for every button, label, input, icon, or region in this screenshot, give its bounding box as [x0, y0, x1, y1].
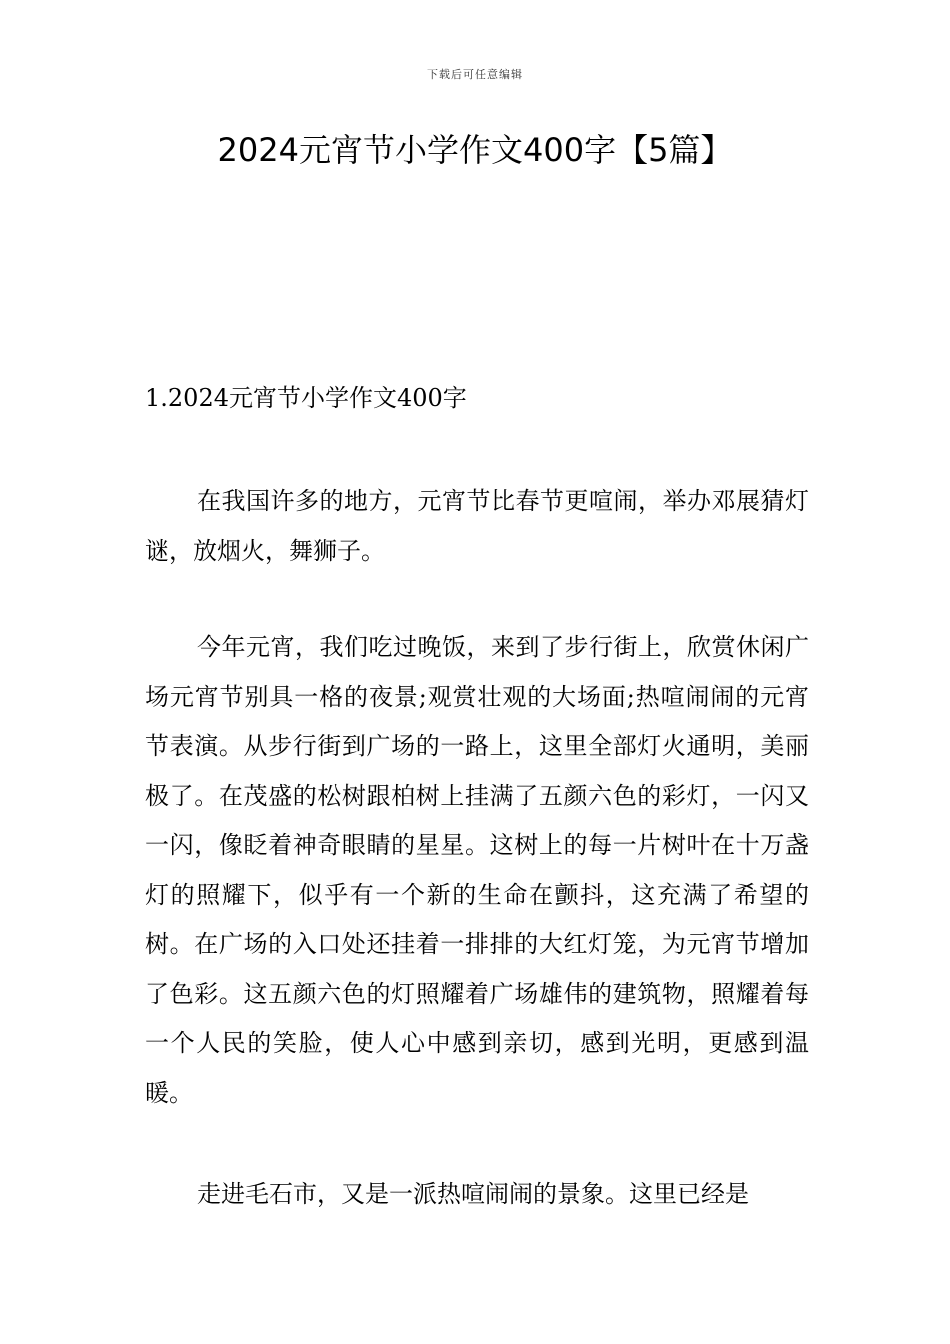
paragraph-1: 在我国许多的地方，元宵节比春节更喧闹，举办邓展猜灯谜，放烟火，舞狮子。	[145, 487, 809, 565]
page-header-note: 下载后可任意编辑	[427, 68, 523, 81]
paragraph-3: 走进毛石市，又是一派热喧闹闹的景象。这里已经是	[197, 1180, 749, 1208]
section-heading: 1.2024元宵节小学作文400字	[145, 384, 467, 412]
paragraph-2: 今年元宵，我们吃过晚饭，来到了步行街上，欣赏休闲广场元宵节别具一格的夜景;观赏壮观的大场面;热喧闹闹的元宵节表演。从步行街到广场的一路上，这里全部灯火通明，美丽极了。在茂盛的松树跟柏树上挂满了五颜六色的彩灯，一闪又一闪，像眨着神奇眼睛的星星。这树上的每一片树叶在十万盏灯的照耀下，似乎有一个新的生命在颤抖，这充满了希望的树。在广场的入口处还挂着一排排的大红灯笼，为元宵节增加了色彩。这五颜六色的灯照耀着广场雄伟的建筑物，照耀着每一个人民的笑脸，使人心中感到亲切，感到光明，更感到温暖。	[145, 633, 809, 1107]
document-title: 2024元宵节小学作文400字【5篇】	[217, 131, 733, 169]
